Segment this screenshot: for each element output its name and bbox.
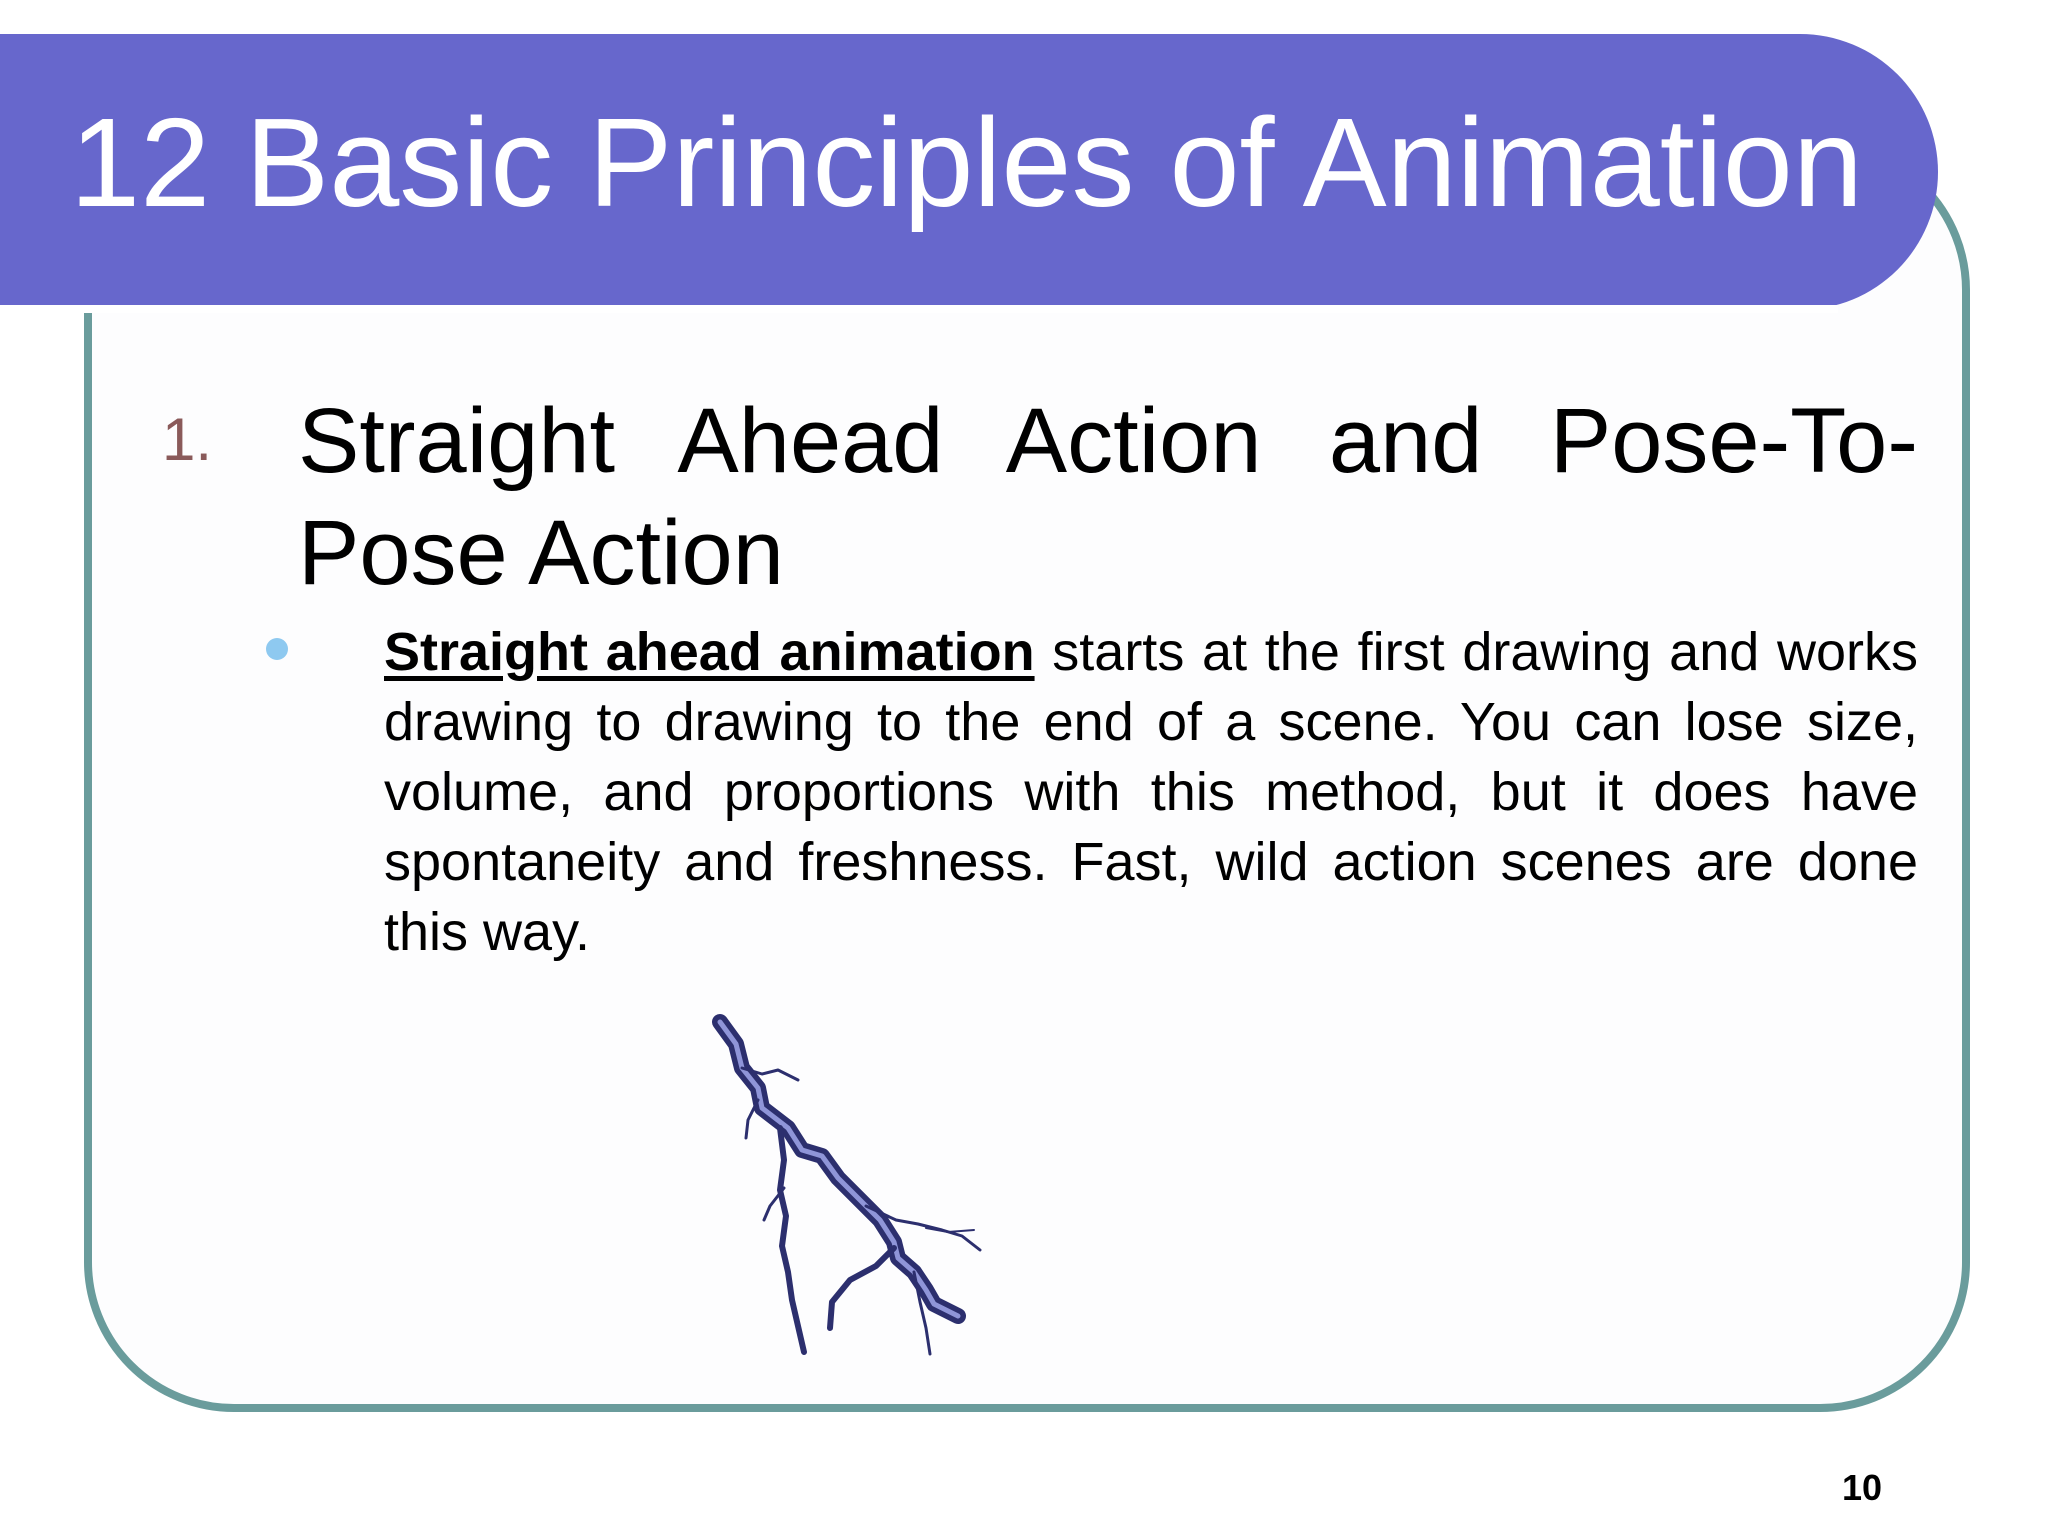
title-underline (0, 305, 1838, 313)
bullet-description: starts at the first drawing and works drawing to drawing to the end of a scene. You can lose size, volume, and proportions with this method, but it does have spontaneity and freshness. Fast, wild action scenes are done this way. (384, 622, 1918, 962)
slide-title: 12 Basic Principles of Animation (70, 92, 1863, 233)
lightning-bolt-icon (700, 1010, 1060, 1360)
page-number: 10 (1841, 1467, 1882, 1508)
list-item-number: 1. (162, 406, 213, 473)
list-item-heading: Straight Ahead Action and Pose-To-Pose Action (298, 390, 1918, 604)
bullet-icon (266, 638, 288, 660)
bullet-term: Straight ahead animation (384, 622, 1035, 682)
bullet-paragraph (384, 617, 1918, 967)
